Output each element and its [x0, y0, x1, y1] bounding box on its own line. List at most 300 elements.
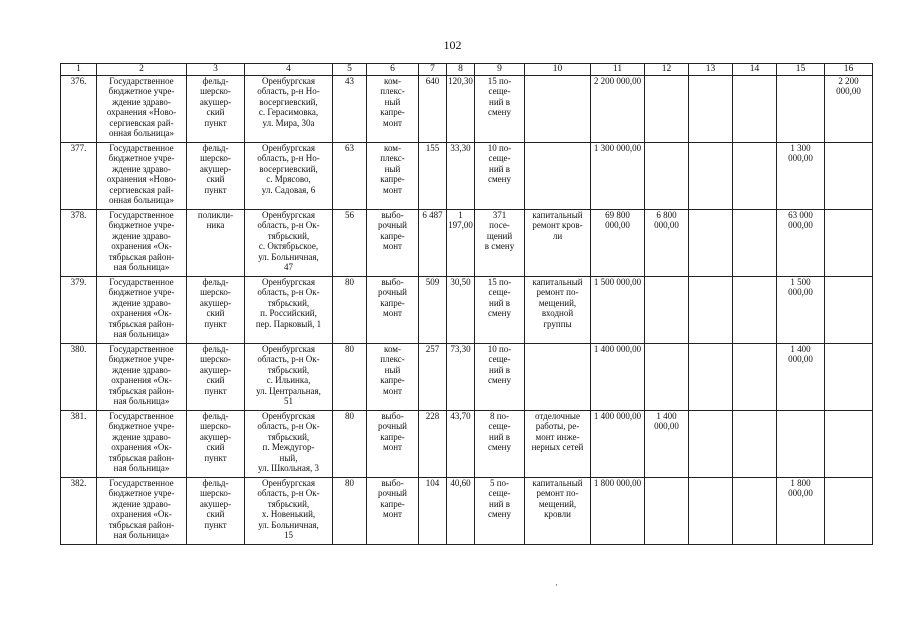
work-description [525, 143, 591, 210]
cell-line: х. Новенький, [261, 509, 316, 520]
cell-line: 15 по- [487, 277, 512, 287]
cost-col-15 [777, 411, 825, 478]
cell-line: 5 по- [489, 478, 510, 488]
cell-line: капре- [380, 174, 405, 185]
cell-line: смену [487, 107, 511, 118]
cell-line: тябрьская район- [108, 318, 175, 329]
total-area: 155 [419, 143, 447, 210]
work-description [525, 76, 591, 143]
cell-line: ул. Мира, 30а [262, 117, 315, 128]
cell-line: ждение здраво- [112, 230, 171, 241]
cell-line: онная больница» [108, 195, 175, 206]
cell-line: ний в [489, 364, 510, 375]
cell-line: 10 по- [487, 344, 512, 354]
cell-line: посе- [489, 220, 510, 231]
facility-type [187, 411, 245, 478]
cell-line: пункт [204, 385, 227, 396]
cell-line: 15 по- [487, 76, 512, 86]
column-header: 8 [447, 64, 475, 76]
cell-line: бюджетное учре- [108, 220, 175, 231]
cell-line: капре- [380, 375, 405, 386]
work-description [525, 478, 591, 545]
cost-col-12: 6 800 000,00 [645, 210, 689, 277]
cell-line: капре- [380, 230, 405, 241]
cell-line: мещений, [538, 498, 577, 509]
cell-line: монт инже- [535, 431, 580, 442]
cell-line: выбо- [381, 210, 404, 220]
cell-line: область, р-н Ок- [257, 220, 320, 231]
row-number: 378. [61, 210, 97, 277]
cell-line: ный [384, 364, 401, 375]
table-row [61, 478, 873, 545]
address [245, 210, 333, 277]
cell-line: фельд- [202, 344, 229, 354]
cell-line: шерско- [200, 421, 231, 432]
stray-mark: · [555, 580, 558, 590]
cell-line: область, р-н Но- [257, 153, 320, 164]
cost-col-16: 2 200 000,00 [825, 76, 873, 143]
cell-line: ул. Школьная, 3 [257, 463, 320, 474]
wear-percent: 80 [333, 411, 367, 478]
cell-line: охранения «Ново- [106, 174, 177, 185]
repair-type [367, 210, 419, 277]
cell-line: ная больница» [113, 329, 170, 340]
cell-line: рочный [378, 220, 407, 231]
cell-line: ждение здраво- [112, 364, 171, 375]
cell-line: сеще- [488, 488, 511, 499]
cell-line: тябрьский, [267, 364, 310, 375]
capacity [475, 210, 525, 277]
cell-line: пункт [204, 452, 227, 463]
cost-col-14 [733, 76, 777, 143]
work-description [525, 210, 591, 277]
cell-line: область, р-н Ок- [257, 421, 320, 432]
cell-line: шерско- [200, 354, 231, 365]
cell-line: Государственное [109, 344, 174, 354]
cell-line: ский [206, 442, 225, 453]
cell-line: капре- [380, 297, 405, 308]
repair-area: 30,50 [447, 277, 475, 344]
cell-line: сеще- [488, 287, 511, 298]
cell-line: ная больница» [113, 530, 170, 541]
work-description [525, 277, 591, 344]
column-header: 1 [61, 64, 97, 76]
cost-col-16 [825, 478, 873, 545]
cell-line: капре- [380, 498, 405, 509]
address [245, 344, 333, 411]
address [245, 277, 333, 344]
cell-line: мещений, [538, 297, 577, 308]
cell-line: шерско- [200, 488, 231, 499]
cell-line: выбо- [381, 411, 404, 421]
cell-line: монт [383, 385, 402, 396]
cost-col-12 [645, 277, 689, 344]
cell-line: Государственное [109, 210, 174, 220]
facility-type [187, 143, 245, 210]
cell-line: ский [206, 375, 225, 386]
cell-line: смену [487, 442, 511, 453]
institution-name [97, 344, 187, 411]
cell-line: бюджетное учре- [108, 86, 175, 97]
column-header: 5 [333, 64, 367, 76]
column-header: 9 [475, 64, 525, 76]
cell-line: акушер- [199, 364, 232, 375]
cell-line: входной [541, 308, 574, 319]
total-area: 640 [419, 76, 447, 143]
cell-line: ная больница» [113, 396, 170, 407]
work-description [525, 411, 591, 478]
cell-line: ний в [489, 431, 510, 442]
cell-line: 10 по- [487, 143, 512, 153]
cell-line: рочный [378, 421, 407, 432]
cost-col-12 [645, 76, 689, 143]
cell-line: шерско- [200, 86, 231, 97]
column-header: 12 [645, 64, 689, 76]
cell-line: 51 [284, 396, 293, 407]
institution-name [97, 277, 187, 344]
cell-line: ли [552, 230, 563, 241]
cell-line: онная больница» [108, 128, 175, 139]
cell-line: ул. Садовая, 6 [261, 184, 316, 195]
cell-line: ждение здраво- [112, 163, 171, 174]
address [245, 76, 333, 143]
cell-line: ника [206, 220, 225, 231]
cost-col-12 [645, 143, 689, 210]
cell-line: монт [383, 184, 402, 195]
cost-col-16 [825, 411, 873, 478]
cell-line: монт [383, 241, 402, 252]
cost-col-15: 1 300 000,00 [777, 143, 825, 210]
repair-area: 43,70 [447, 411, 475, 478]
cell-line: с. Мрясово, [266, 174, 311, 185]
cell-line: ский [206, 509, 225, 520]
cost-col-15: 1 500 000,00 [777, 277, 825, 344]
address [245, 411, 333, 478]
cell-line: область, р-н Ок- [257, 488, 320, 499]
cell-line: ный [384, 163, 401, 174]
cell-line: ный [384, 96, 401, 107]
cost-col-15: 63 000 000,00 [777, 210, 825, 277]
cost-col-13 [689, 344, 733, 411]
cost-col-14 [733, 344, 777, 411]
cell-line: ремонт по- [536, 287, 579, 298]
cell-line: акушер- [199, 431, 232, 442]
cell-line: акушер- [199, 498, 232, 509]
repair-area: 33,30 [447, 143, 475, 210]
institution-name [97, 76, 187, 143]
cell-line: ний в [489, 297, 510, 308]
cell-line: ждение здраво- [112, 96, 171, 107]
cell-line: капитальный [532, 478, 583, 488]
cell-line: капитальный [532, 277, 583, 287]
total-area: 257 [419, 344, 447, 411]
cell-line: Оренбургская [261, 277, 316, 287]
table-row [61, 277, 873, 344]
cell-line: рочный [378, 488, 407, 499]
total-cost: 1 400 000,00 [591, 411, 645, 478]
facility-type [187, 344, 245, 411]
cost-col-15 [777, 76, 825, 143]
facility-type [187, 76, 245, 143]
repair-type [367, 143, 419, 210]
cell-line: отделочные [535, 411, 580, 421]
cell-line: сергиевская рай- [109, 117, 174, 128]
column-header: 16 [825, 64, 873, 76]
cell-line: ком- [384, 344, 401, 354]
cell-line: фельд- [202, 411, 229, 421]
wear-percent: 80 [333, 277, 367, 344]
cell-line: пер. Парковый, 1 [255, 318, 322, 329]
cell-line: ком- [384, 143, 401, 153]
cell-line: шерско- [200, 287, 231, 298]
cell-line: ний в [489, 498, 510, 509]
repair-area: 120,30 [447, 76, 475, 143]
cell-line: монт [383, 509, 402, 520]
cell-line: охранения «Ново- [106, 107, 177, 118]
facility-type [187, 478, 245, 545]
cell-line: бюджетное учре- [108, 153, 175, 164]
cell-line: бюджетное учре- [108, 421, 175, 432]
cell-line: плекс- [380, 86, 405, 97]
cell-line: фельд- [202, 478, 229, 488]
cell-line: в смену [484, 241, 515, 252]
cost-col-13 [689, 76, 733, 143]
capacity [475, 277, 525, 344]
repair-type [367, 478, 419, 545]
total-cost: 1 800 000,00 [591, 478, 645, 545]
cell-line: шерско- [200, 153, 231, 164]
total-area: 104 [419, 478, 447, 545]
cell-line: монт [383, 442, 402, 453]
cell-line: пункт [204, 117, 227, 128]
capacity [475, 344, 525, 411]
cell-line: п. Российский, [260, 308, 317, 319]
capacity [475, 478, 525, 545]
cell-line: выбо- [381, 478, 404, 488]
column-header: 13 [689, 64, 733, 76]
column-header: 7 [419, 64, 447, 76]
cell-line: смену [487, 375, 511, 386]
cell-line: монт [383, 308, 402, 319]
cell-line: капитальный [532, 210, 583, 220]
cost-col-14 [733, 478, 777, 545]
cell-line: охранения «Ок- [111, 241, 172, 252]
institution-name [97, 411, 187, 478]
column-header: 15 [777, 64, 825, 76]
column-header: 11 [591, 64, 645, 76]
cost-col-12 [645, 344, 689, 411]
address [245, 143, 333, 210]
capacity [475, 76, 525, 143]
institution-name [97, 478, 187, 545]
cell-line: охранения «Ок- [111, 442, 172, 453]
cell-line: пункт [204, 184, 227, 195]
wear-percent: 63 [333, 143, 367, 210]
repair-area: 73,30 [447, 344, 475, 411]
cell-line: бюджетное учре- [108, 488, 175, 499]
cost-col-14 [733, 411, 777, 478]
table-row [61, 344, 873, 411]
repair-type [367, 344, 419, 411]
cell-line: сеще- [488, 153, 511, 164]
cell-line: сеще- [488, 421, 511, 432]
cell-line: выбо- [381, 277, 404, 287]
cost-col-15: 1 800 000,00 [777, 478, 825, 545]
cell-line: ная больница» [113, 262, 170, 273]
address [245, 478, 333, 545]
wear-percent: 80 [333, 344, 367, 411]
column-header: 2 [97, 64, 187, 76]
cell-line: 15 [284, 530, 293, 541]
cell-line: ная больница» [113, 463, 170, 474]
cell-line: ждение здраво- [112, 498, 171, 509]
cell-line: капре- [380, 431, 405, 442]
cell-line: ский [206, 107, 225, 118]
cell-line: Государственное [109, 143, 174, 153]
cell-line: рочный [378, 287, 407, 298]
total-cost: 1 300 000,00 [591, 143, 645, 210]
cell-line: 8 по- [489, 411, 510, 421]
cell-line: бюджетное учре- [108, 354, 175, 365]
cell-line: Государственное [109, 478, 174, 488]
cell-line: тябрьский, [267, 230, 310, 241]
cost-col-13 [689, 411, 733, 478]
cell-line: работы, ре- [535, 421, 580, 432]
cell-line: поликли- [197, 210, 234, 220]
cell-line: ждение здраво- [112, 431, 171, 442]
cell-line: Государственное [109, 411, 174, 421]
cell-line: тябрьская район- [108, 385, 175, 396]
cell-line: смену [487, 174, 511, 185]
repair-type [367, 76, 419, 143]
cell-line: тябрьский, [267, 498, 310, 509]
cell-line: охранения «Ок- [111, 308, 172, 319]
cell-line: Государственное [109, 76, 174, 86]
cell-line: восергиевский, [259, 96, 318, 107]
wear-percent: 80 [333, 478, 367, 545]
cell-line: тябрьский, [267, 297, 310, 308]
cell-line: фельд- [202, 76, 229, 86]
repair-area: 1 197,00 [447, 210, 475, 277]
register-table [60, 63, 873, 545]
cell-line: монт [383, 117, 402, 128]
column-header: 10 [525, 64, 591, 76]
repair-type [367, 277, 419, 344]
cell-line: сеще- [488, 86, 511, 97]
total-cost: 69 800 000,00 [591, 210, 645, 277]
cell-line: ул. Больничная, [258, 251, 319, 262]
cost-col-14 [733, 143, 777, 210]
cost-col-16 [825, 277, 873, 344]
cell-line: акушер- [199, 163, 232, 174]
cell-line: Оренбургская [261, 143, 316, 153]
table-row [61, 76, 873, 143]
cell-line: фельд- [202, 143, 229, 153]
cell-line: ный, [279, 452, 298, 463]
cost-col-13 [689, 478, 733, 545]
cell-line: область, р-н Ок- [257, 287, 320, 298]
institution-name [97, 143, 187, 210]
cost-col-15: 1 400 000,00 [777, 344, 825, 411]
cell-line: сергиевская рай- [109, 184, 174, 195]
cell-line: акушер- [199, 297, 232, 308]
cell-line: ком- [384, 76, 401, 86]
row-number: 376. [61, 76, 97, 143]
cell-line: ремонт по- [536, 488, 579, 499]
cell-line: охранения «Ок- [111, 375, 172, 386]
cell-line: тябрьская район- [108, 519, 175, 530]
total-area: 6 487 [419, 210, 447, 277]
repair-type [367, 411, 419, 478]
cell-line: Оренбургская [261, 76, 316, 86]
total-area: 509 [419, 277, 447, 344]
wear-percent: 56 [333, 210, 367, 277]
cell-line: смену [487, 509, 511, 520]
cell-line: Оренбургская [261, 478, 316, 488]
cell-line: ний в [489, 163, 510, 174]
cell-line: бюджетное учре- [108, 287, 175, 298]
cell-line: ждение здраво- [112, 297, 171, 308]
cell-line: тябрьская район- [108, 452, 175, 463]
row-number: 382. [61, 478, 97, 545]
cell-line: область, р-н Но- [257, 86, 320, 97]
repair-area: 40,60 [447, 478, 475, 545]
cell-line: акушер- [199, 96, 232, 107]
cost-col-14 [733, 210, 777, 277]
cell-line: капре- [380, 107, 405, 118]
cell-line: пункт [204, 318, 227, 329]
row-number: 379. [61, 277, 97, 344]
capacity [475, 411, 525, 478]
header-row [61, 64, 873, 76]
cell-line: кровли [544, 509, 571, 520]
facility-type [187, 277, 245, 344]
row-number: 377. [61, 143, 97, 210]
cell-line: фельд- [202, 277, 229, 287]
cell-line: плекс- [380, 153, 405, 164]
column-header: 6 [367, 64, 419, 76]
cost-col-16 [825, 344, 873, 411]
cell-line: Оренбургская [261, 344, 316, 354]
cell-line: восергиевский, [259, 163, 318, 174]
cell-line: с. Октябрьское, [258, 241, 319, 252]
page-number: 102 [443, 38, 462, 52]
cost-col-14 [733, 277, 777, 344]
cell-line: щений [486, 230, 513, 241]
table-row [61, 210, 873, 277]
institution-name [97, 210, 187, 277]
cell-line: 371 [492, 210, 507, 220]
total-area: 228 [419, 411, 447, 478]
table-row [61, 143, 873, 210]
cell-line: область, р-н Ок- [257, 354, 320, 365]
cell-line: группы [543, 318, 572, 329]
cell-line: нерных сетей [531, 442, 584, 453]
cost-col-12 [645, 478, 689, 545]
cell-line: Государственное [109, 277, 174, 287]
work-description [525, 344, 591, 411]
cell-line: п. Междугор- [262, 442, 315, 453]
cost-col-13 [689, 143, 733, 210]
cell-line: сеще- [488, 354, 511, 365]
total-cost: 1 400 000,00 [591, 344, 645, 411]
total-cost: 2 200 000,00 [591, 76, 645, 143]
cost-col-16 [825, 143, 873, 210]
cell-line: ский [206, 174, 225, 185]
cell-line: ул. Больничная, [258, 519, 319, 530]
cell-line: 47 [284, 262, 293, 273]
cell-line: смену [487, 308, 511, 319]
